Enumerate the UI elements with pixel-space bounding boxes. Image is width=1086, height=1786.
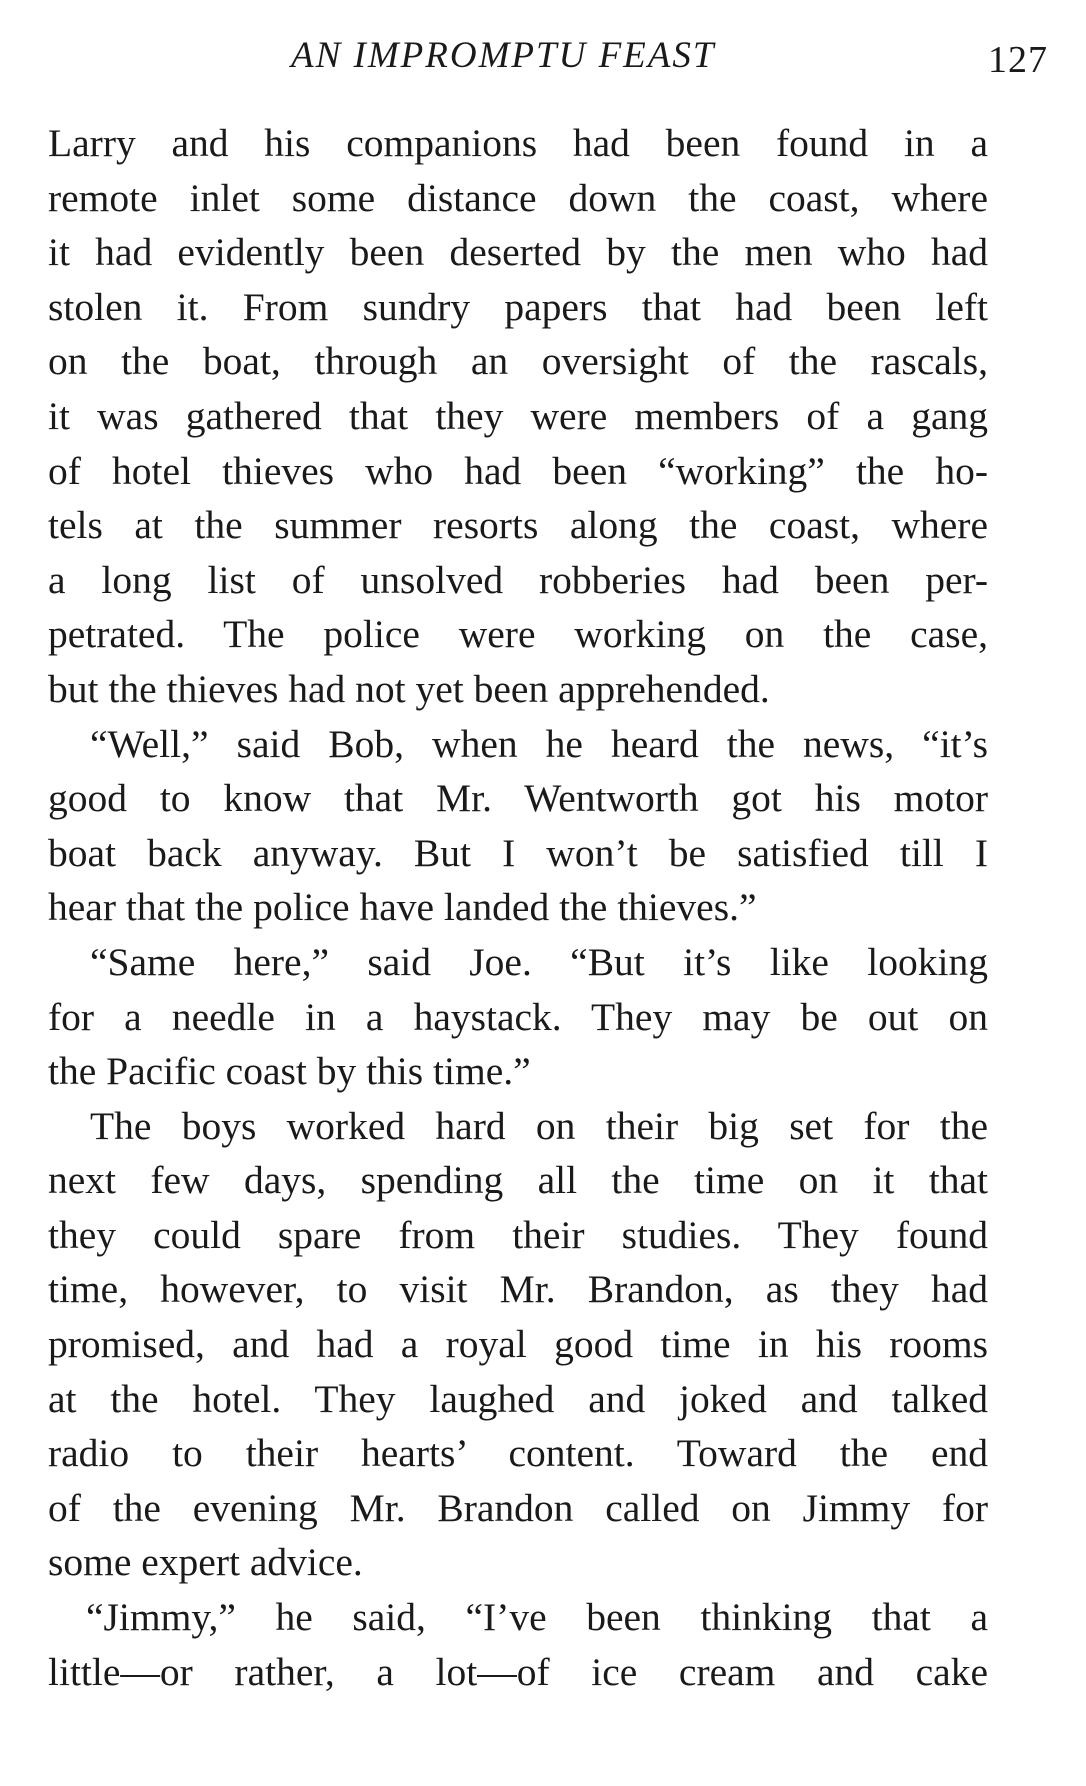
running-title: AN IMPROMPTU FEAST <box>291 35 716 76</box>
text-line: remote inlet some distance down the coast, where <box>48 175 988 220</box>
text-line: of the evening Mr. Brandon called on Jimmy for <box>48 1485 988 1530</box>
text-line: Larry and his companions had been found in a <box>48 121 988 165</box>
body-text <box>48 116 988 1699</box>
text-line: The boys worked hard on their big set for the <box>90 1103 988 1148</box>
text-line: it had evidently been deserted by the men who had <box>48 230 988 275</box>
text-line: some expert advice. <box>48 1540 363 1585</box>
text-line: little—or rather, a lot—of ice cream and cake <box>48 1649 988 1694</box>
text-line: for a needle in a haystack. They may be out on <box>48 994 988 1039</box>
text-line: “Jimmy,” he said, “I’ve been thinking that a <box>86 1595 988 1640</box>
text-line: “Same here,” said Joe. “But it’s like looking <box>90 939 988 984</box>
text-line: stolen it. From sundry papers that had been left <box>48 284 988 329</box>
page-header <box>48 30 1048 90</box>
text-line: boat back anyway. But I won’t be satisfied till I <box>48 830 988 875</box>
page-number: 127 <box>988 39 1048 81</box>
text-line: good to know that Mr. Wentworth got his motor <box>48 776 988 821</box>
text-line: they could spare from their studies. They found <box>48 1212 988 1257</box>
text-line: “Well,” said Bob, when he heard the news, “it’s <box>90 721 988 766</box>
text-line: but the thieves had not yet been apprehended. <box>48 666 770 711</box>
text-line: of hotel thieves who had been “working” the ho- <box>48 448 988 493</box>
text-line: on the boat, through an oversight of the rascals, <box>48 339 988 384</box>
text-line: hear that the police have landed the thieves.” <box>48 885 757 930</box>
text-line: promised, and had a royal good time in his rooms <box>48 1322 988 1367</box>
text-line: time, however, to visit Mr. Brandon, as they had <box>48 1267 988 1312</box>
text-line: it was gathered that they were members of a gang <box>48 393 988 438</box>
text-line: radio to their hearts’ content. Toward the end <box>48 1431 988 1476</box>
text-line: next few days, spending all the time on it that <box>48 1158 988 1203</box>
text-line: a long list of unsolved robberies had been per- <box>48 557 988 602</box>
text-line: tels at the summer resorts along the coast, where <box>48 503 988 548</box>
text-line: the Pacific coast by this time.” <box>48 1049 531 1094</box>
text-line: at the hotel. They laughed and joked and talked <box>48 1376 988 1421</box>
text-line: petrated. The police were working on the case, <box>48 612 988 657</box>
